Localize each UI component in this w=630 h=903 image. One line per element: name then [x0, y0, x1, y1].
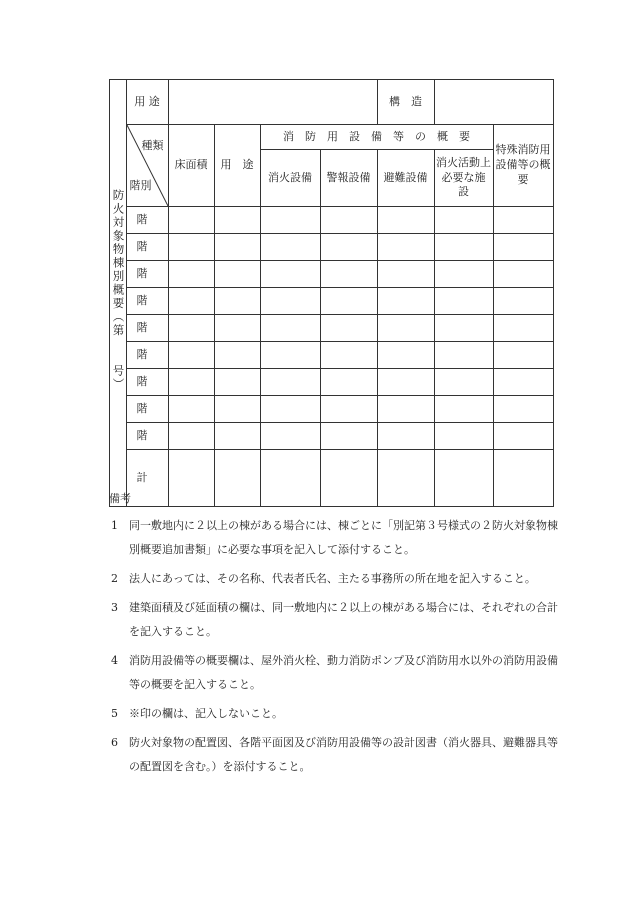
table-cell[interactable]	[434, 207, 493, 234]
table-cell[interactable]	[434, 423, 493, 450]
table-cell[interactable]	[493, 423, 553, 450]
evacuation-header: 避難設備	[377, 150, 434, 207]
total-label: 計	[126, 450, 168, 507]
table-cell[interactable]	[168, 207, 214, 234]
table-cell[interactable]	[214, 342, 260, 369]
table-cell[interactable]	[260, 207, 320, 234]
table-cell[interactable]	[493, 261, 553, 288]
note-text: 同一敷地内に２以上の棟がある場合には、棟ごとに「別記第３号様式の２防火対象物棟別概要追加書類」に必要な事項を記入して添付すること。	[129, 519, 558, 556]
note-item	[109, 596, 559, 644]
extinguishing-header: 消火設備	[260, 150, 320, 207]
table-cell[interactable]	[493, 288, 553, 315]
table-cell[interactable]	[434, 342, 493, 369]
notes-section	[109, 490, 559, 784]
floor-label: 階	[126, 369, 168, 396]
table-cell[interactable]	[260, 288, 320, 315]
note-item	[109, 649, 559, 697]
note-text: 消防用設備等の概要欄は、屋外消火栓、動力消防ポンプ及び消防用水以外の消防用設備等の概要を記入すること。	[129, 654, 558, 691]
table-cell[interactable]	[434, 396, 493, 423]
table-cell[interactable]	[168, 396, 214, 423]
table-cell[interactable]	[493, 342, 553, 369]
floor-label: 階	[126, 207, 168, 234]
kozo-value-cell[interactable]	[434, 80, 553, 125]
table-cell[interactable]	[168, 261, 214, 288]
table-cell[interactable]	[214, 396, 260, 423]
table-cell[interactable]	[377, 207, 434, 234]
note-number: 5	[111, 707, 118, 720]
table-cell[interactable]	[320, 315, 377, 342]
table-cell[interactable]	[434, 261, 493, 288]
table-cell[interactable]	[377, 261, 434, 288]
table-cell[interactable]	[260, 369, 320, 396]
table-cell[interactable]	[214, 207, 260, 234]
table-cell[interactable]	[214, 369, 260, 396]
table-cell[interactable]	[168, 369, 214, 396]
table-cell[interactable]	[493, 369, 553, 396]
table-cell[interactable]	[214, 234, 260, 261]
notes-heading: 備考	[109, 492, 131, 505]
type-floor-header	[126, 125, 168, 207]
floor-label: 階	[126, 234, 168, 261]
shurui-label: 種類	[141, 139, 164, 152]
table-cell[interactable]	[320, 423, 377, 450]
note-text: ※印の欄は、記入しないこと。	[129, 707, 283, 720]
table-cell[interactable]	[493, 234, 553, 261]
note-number: 3	[111, 601, 118, 614]
note-number: 4	[111, 654, 118, 667]
note-text: 防火対象物の配置図、各階平面図及び消防用設備等の設計図書（消火器具、避難器具等の配置図を含む。）を添付すること。	[129, 736, 558, 773]
table-cell[interactable]	[493, 207, 553, 234]
table-cell[interactable]	[377, 342, 434, 369]
floor-label: 階	[126, 315, 168, 342]
table-cell[interactable]	[260, 315, 320, 342]
note-number: 2	[111, 572, 118, 585]
note-item	[109, 731, 559, 779]
note-number: 1	[111, 519, 118, 532]
table-side-title	[110, 80, 127, 507]
table-cell[interactable]	[260, 234, 320, 261]
floor-area-header: 床面積	[168, 125, 214, 207]
fire-equipment-overview-header: 消 防 用 設 備 等 の 概 要	[260, 125, 493, 150]
note-item	[109, 514, 559, 562]
table-cell[interactable]	[377, 234, 434, 261]
floor-label: 階	[126, 423, 168, 450]
table-cell[interactable]	[214, 261, 260, 288]
table-cell[interactable]	[168, 315, 214, 342]
floor-label: 階	[126, 396, 168, 423]
table-cell[interactable]	[377, 288, 434, 315]
table-cell[interactable]	[320, 369, 377, 396]
usage-header: 用 途	[214, 125, 260, 207]
note-text: 建築面積及び延面積の欄は、同一敷地内に２以上の棟がある場合には、それぞれの合計を記入すること。	[129, 601, 558, 638]
table-cell[interactable]	[377, 315, 434, 342]
table-cell[interactable]	[493, 396, 553, 423]
table-cell[interactable]	[320, 396, 377, 423]
special-equipment-header: 特殊消防用設備等の概要	[493, 125, 553, 207]
table-cell[interactable]	[260, 261, 320, 288]
kozo-label: 構 造	[377, 80, 434, 125]
youto-value-cell[interactable]	[168, 80, 377, 125]
table-cell[interactable]	[320, 261, 377, 288]
table-cell[interactable]	[320, 234, 377, 261]
floor-label: 階	[126, 288, 168, 315]
table-cell[interactable]	[214, 315, 260, 342]
kaibetsu-label: 階別	[129, 179, 152, 193]
table-cell[interactable]	[168, 342, 214, 369]
alarm-header: 警報設備	[320, 150, 377, 207]
floor-label: 階	[126, 342, 168, 369]
table-cell[interactable]	[320, 207, 377, 234]
table-cell[interactable]	[214, 423, 260, 450]
youto-label: 用 途	[126, 80, 168, 125]
table-cell[interactable]	[168, 288, 214, 315]
building-summary-table	[109, 79, 554, 507]
table-cell[interactable]	[214, 288, 260, 315]
table-cell[interactable]	[260, 342, 320, 369]
side-title-text: 防火対象物棟別概要（第 号）	[111, 189, 126, 392]
table-cell[interactable]	[168, 234, 214, 261]
table-cell[interactable]	[320, 342, 377, 369]
floor-label: 階	[126, 261, 168, 288]
table-cell[interactable]	[260, 423, 320, 450]
firefighting-facility-header: 消火活動上必要な施 設	[434, 150, 493, 207]
table-cell[interactable]	[434, 288, 493, 315]
note-item	[109, 702, 559, 726]
table-cell[interactable]	[377, 396, 434, 423]
table-cell[interactable]	[434, 369, 493, 396]
table-cell[interactable]	[320, 288, 377, 315]
table-cell[interactable]	[434, 315, 493, 342]
table-cell[interactable]	[168, 423, 214, 450]
table-cell[interactable]	[377, 369, 434, 396]
table-cell[interactable]	[434, 234, 493, 261]
note-item	[109, 567, 559, 591]
note-number: 6	[111, 736, 118, 749]
table-cell[interactable]	[377, 423, 434, 450]
table-cell[interactable]	[493, 315, 553, 342]
note-text: 法人にあっては、その名称、代表者氏名、主たる事務所の所在地を記入すること。	[129, 572, 536, 585]
table-cell[interactable]	[260, 396, 320, 423]
